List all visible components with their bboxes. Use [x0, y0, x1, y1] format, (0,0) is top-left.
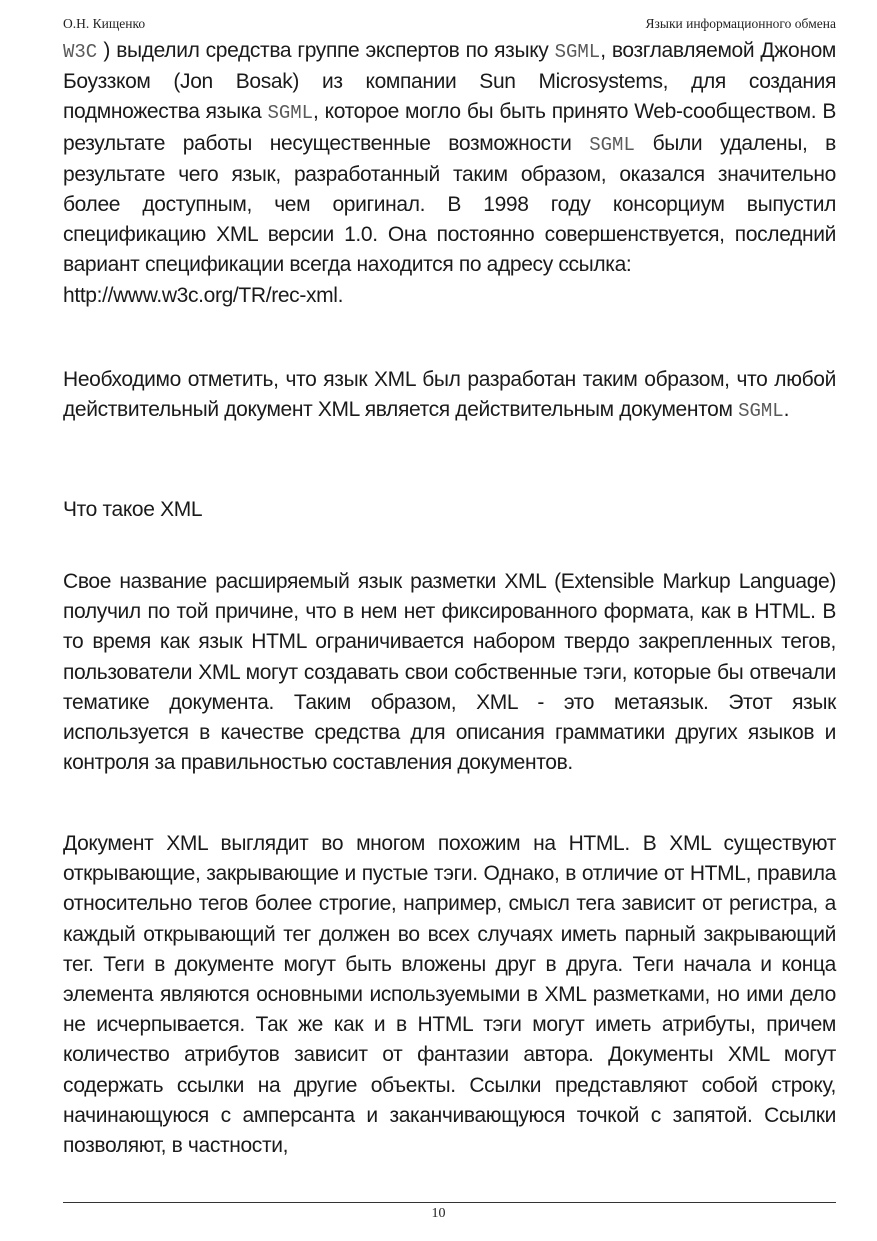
paragraph-xml-definition: Свое название расширяемый язык разметки XML (Extensible Markup Language) получил по той причине, что в нем нет фиксированного формата, как в HTML. В то время как язык HTML ограничивается набором твердо закрепленных тегов, пользователи XML могут создавать свои собственные тэги, которые бы отвечали тематике документа. Таким образом, XML - это метаязык. Этот язык используется в качестве средства для описания грамматики других языков и контроля за правильностью составления документов. — [63, 570, 836, 775]
page-number: 10 — [431, 1206, 446, 1221]
paragraph-w3c-history — [63, 36, 836, 311]
text-segment: ) выделил средства группе экспертов по языку — [97, 39, 555, 62]
text-segment: были удалены, в результате чего язык, разработанный таким образом, оказался значительно более доступным, чем оригинал. В 1998 году консорциум выпустил спецификацию XML версии 1.0. Она постоянно совершенствуется, последний вариант спецификации всегда находится по адресу ссылка: — [63, 131, 836, 277]
footer-divider — [63, 1202, 836, 1203]
code-sgml: SGML — [554, 41, 601, 63]
code-sgml: SGML — [738, 400, 784, 423]
header-title: Языки информационного обмена — [645, 16, 836, 31]
spec-url: http://www.w3c.org/TR/rec-xml. — [63, 283, 344, 307]
text-segment: , возглавляемой Джоном Боуззком (Jon Bosak) из компании Sun Microsystems, для создания подмножества языка — [63, 39, 836, 124]
code-sgml: SGML — [267, 102, 314, 125]
paragraph-xml-structure: Документ XML выглядит во многом похожим на HTML. В XML существуют открывающие, закрывающие и пустые тэги. Однако, в отличие от HTML, правила относительно тегов более строгие, например, смысл тега зависит от регистра, а каждый открывающий тег должен во всех случаях иметь парный закрывающий тег. Теги в документе могут быть вложены друг в друга. Теги начала и конца элемента являются основными используемыми в XML разметками, но ими дело не исчерпывается. Так же как и в HTML тэги могут иметь атрибуты, причем количество атрибутов зависит от фантазии автора. Документы XML могут содержать ссылки на другие объекты. Ссылки представляют собой строку, начинающуюся с амперсанта и заканчивающуюся точкой с запятой. Ссылки позволяют, в частности, — [63, 832, 836, 1158]
code-w3c: W3C — [63, 41, 98, 63]
code-sgml: SGML — [589, 133, 635, 156]
text-segment: Необходимо отметить, что язык XML был разработан таким образом, что любой действительный документ XML является действительным документом — [63, 368, 836, 422]
paragraph-xml-sgml — [63, 365, 836, 426]
header-author: О.Н. Кищенко — [63, 16, 146, 31]
section-heading: Что такое XML — [63, 498, 203, 521]
text-segment: , которое могло бы быть принято Web-сообществом. В результате работы несущественные возможности — [63, 100, 836, 155]
text-segment: . — [783, 398, 790, 422]
running-header — [63, 16, 836, 34]
